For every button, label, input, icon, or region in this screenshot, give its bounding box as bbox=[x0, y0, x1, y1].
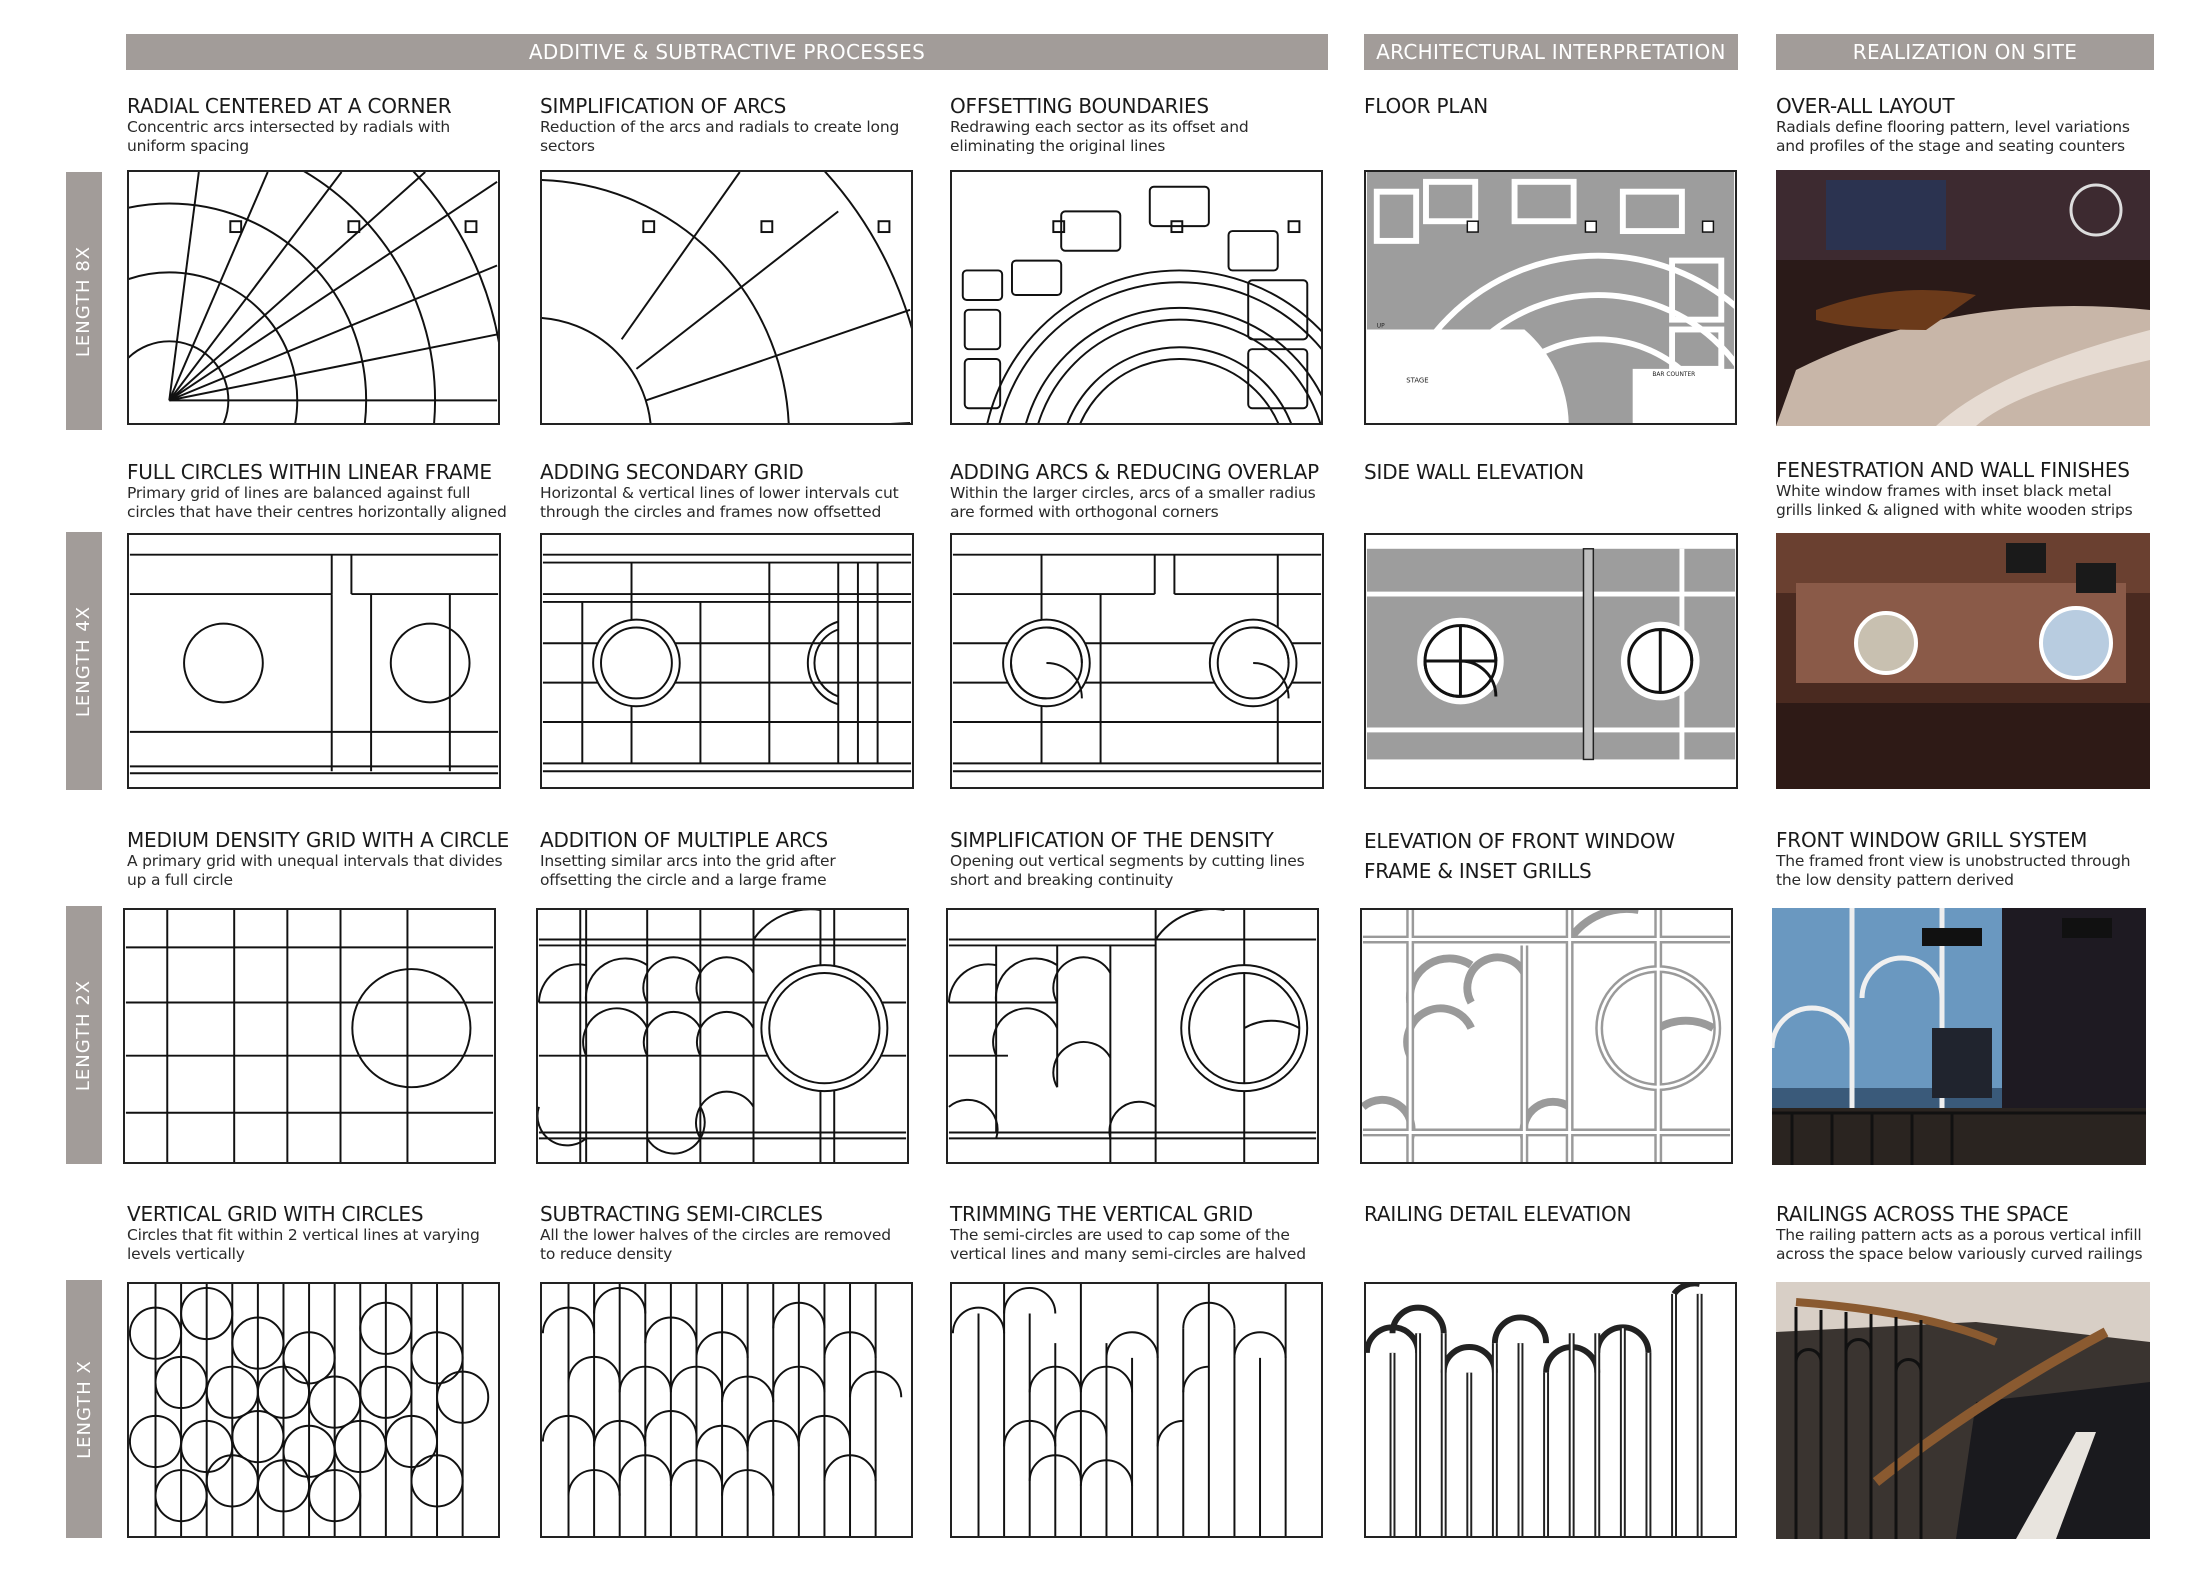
vertical-grid-circles bbox=[130, 1284, 488, 1536]
diagram-trimmed-vertical-grid-svg bbox=[952, 1284, 1321, 1536]
caption-r3c4: ELEVATION OF FRONT WINDOW FRAME & INSET GRILLS bbox=[1364, 829, 1675, 883]
caption-r4c3: TRIMMING THE VERTICAL GRID The semi-circles are used to cap some of the vertical lines and many semi-circles are halved bbox=[950, 1202, 1306, 1263]
header-additive-subtractive: ADDITIVE & SUBTRACTIVE PROCESSES bbox=[126, 34, 1328, 70]
diagram-trimmed-vertical-grid bbox=[950, 1282, 1323, 1538]
caption-r1c5: OVER-ALL LAYOUT Radials define flooring pattern, level variations and profiles of the stage and seating counters bbox=[1776, 94, 2130, 155]
diagram-multiple-arcs-svg bbox=[538, 910, 907, 1162]
photo-fenestration bbox=[1776, 533, 2150, 789]
caption-r3c5: FRONT WINDOW GRILL SYSTEM The framed front view is unobstructed through the low density pattern derived bbox=[1776, 828, 2131, 889]
drawing-front-window-elevation bbox=[1360, 908, 1733, 1164]
arcs-overlap-lines bbox=[953, 555, 1321, 772]
caption-r3c2: ADDITION OF MULTIPLE ARCS Insetting similar arcs into the grid after offsetting the circle and a large frame bbox=[540, 828, 836, 889]
railing-detail-svg bbox=[1366, 1284, 1735, 1536]
diagram-vertical-grid-circles-svg bbox=[129, 1284, 498, 1536]
label-stage: STAGE bbox=[1406, 376, 1429, 385]
caption-r1c3: OFFSETTING BOUNDARIES Redrawing each sector as its offset and eliminating the original lines bbox=[950, 94, 1249, 155]
caption-r2c5: FENESTRATION AND WALL FINISHES White window frames with inset black metal grills linked & aligned with white wooden strips bbox=[1776, 458, 2133, 519]
drawing-side-wall-elevation bbox=[1364, 533, 1738, 789]
diagram-simplified-density-svg bbox=[948, 910, 1317, 1162]
secondary-grid-lines bbox=[543, 555, 911, 772]
trimmed-grid-lines bbox=[953, 1284, 1286, 1536]
diagram-arcs-reduced-overlap-svg bbox=[952, 535, 1322, 787]
diagram-simplified-arcs bbox=[540, 170, 913, 425]
simplified-density-lines bbox=[949, 910, 1316, 1162]
caption-r2c2: ADDING SECONDARY GRID Horizontal & vertical lines of lower intervals cut through the circles and frames now offsetted bbox=[540, 460, 899, 521]
label-bar-counter: BAR COUNTER bbox=[1652, 371, 1696, 378]
row-label-8x: LENGTH 8X bbox=[66, 172, 102, 430]
photo-overall-layout-svg bbox=[1776, 170, 2150, 426]
diagram-medium-density-grid-svg bbox=[125, 910, 494, 1162]
caption-r3c1: MEDIUM DENSITY GRID WITH A CIRCLE A primary grid with unequal intervals that divides up a full circle bbox=[127, 828, 510, 889]
radial-arcs bbox=[129, 172, 498, 423]
caption-r4c4: RAILING DETAIL ELEVATION bbox=[1364, 1202, 1632, 1226]
diagram-arcs-reduced-overlap bbox=[950, 533, 1324, 789]
caption-r3c3: SIMPLIFICATION OF THE DENSITY Opening out vertical segments by cutting lines short and breaking continuity bbox=[950, 828, 1305, 889]
diagram-subtracting-semicircles-svg bbox=[542, 1284, 911, 1536]
header-architectural-interpretation: ARCHITECTURAL INTERPRETATION bbox=[1364, 34, 1738, 70]
label-up: UP bbox=[1376, 323, 1385, 330]
diagram-radial-corner bbox=[127, 170, 500, 425]
side-wall-svg bbox=[1366, 535, 1736, 787]
full-circle-frame bbox=[130, 555, 498, 774]
simplified-arcs bbox=[542, 172, 911, 423]
caption-r2c1: FULL CIRCLES WITHIN LINEAR FRAME Primary grid of lines are balanced against full circles that have their centres horizontally aligned bbox=[127, 460, 507, 521]
diagram-simplified-density bbox=[946, 908, 1319, 1164]
row-label-4x: LENGTH 4X bbox=[66, 532, 102, 790]
drawing-railing-detail bbox=[1364, 1282, 1737, 1538]
semicircle-lines bbox=[543, 1284, 901, 1536]
row-label-2x: LENGTH 2X bbox=[66, 906, 102, 1164]
floor-plan-svg bbox=[1366, 172, 1735, 423]
diagram-full-circles-svg bbox=[129, 535, 499, 787]
diagram-secondary-grid bbox=[540, 533, 914, 789]
diagram-full-circles bbox=[127, 533, 501, 789]
caption-r4c5: RAILINGS ACROSS THE SPACE The railing pattern acts as a porous vertical infill across the space below variously curved railings bbox=[1776, 1202, 2143, 1263]
diagram-subtracting-semicircles bbox=[540, 1282, 913, 1538]
photo-railings-svg bbox=[1776, 1282, 2150, 1539]
front-window-frame bbox=[1363, 910, 1730, 1162]
caption-r4c2: SUBTRACTING SEMI-CIRCLES All the lower halves of the circles are removed to reduce density bbox=[540, 1202, 891, 1263]
diagram-multiple-arcs bbox=[536, 908, 909, 1164]
caption-r1c4: FLOOR PLAN bbox=[1364, 94, 1488, 118]
caption-r1c1: RADIAL CENTERED AT A CORNER Concentric arcs intersected by radials with uniform spacing bbox=[127, 94, 452, 155]
caption-r1c2: SIMPLIFICATION OF ARCS Reduction of the arcs and radials to create long sectors bbox=[540, 94, 900, 155]
caption-r4c1: VERTICAL GRID WITH CIRCLES Circles that fit within 2 vertical lines at varying levels vertically bbox=[127, 1202, 480, 1263]
photo-railings-across-space bbox=[1776, 1282, 2150, 1539]
caption-r2c3: ADDING ARCS & REDUCING OVERLAP Within the larger circles, arcs of a smaller radius are formed with orthogonal corners bbox=[950, 460, 1319, 521]
drawing-floor-plan bbox=[1364, 170, 1737, 425]
photo-overall-layout bbox=[1776, 170, 2150, 426]
photo-front-window-grill-svg bbox=[1772, 908, 2146, 1165]
front-window-svg bbox=[1362, 910, 1731, 1162]
diagram-secondary-grid-svg bbox=[542, 535, 912, 787]
diagram-radial-corner-svg bbox=[129, 172, 498, 423]
medium-grid-lines bbox=[126, 910, 493, 1162]
photo-fenestration-svg bbox=[1776, 533, 2150, 789]
header-realization-on-site: REALIZATION ON SITE bbox=[1776, 34, 2154, 70]
diagram-vertical-grid-circles bbox=[127, 1282, 500, 1538]
diagram-medium-density-grid bbox=[123, 908, 496, 1164]
multiple-arcs-lines bbox=[538, 910, 906, 1162]
offset-sectors bbox=[963, 187, 1321, 423]
diagram-offset-boundaries-svg bbox=[952, 172, 1321, 423]
railing-bars-outer bbox=[1367, 1284, 1700, 1536]
photo-front-window-grill bbox=[1772, 908, 2146, 1165]
caption-r2c4: SIDE WALL ELEVATION bbox=[1364, 460, 1584, 484]
diagram-offset-boundaries bbox=[950, 170, 1323, 425]
diagram-simplified-arcs-svg bbox=[542, 172, 911, 423]
row-label-x: LENGTH X bbox=[66, 1280, 102, 1538]
